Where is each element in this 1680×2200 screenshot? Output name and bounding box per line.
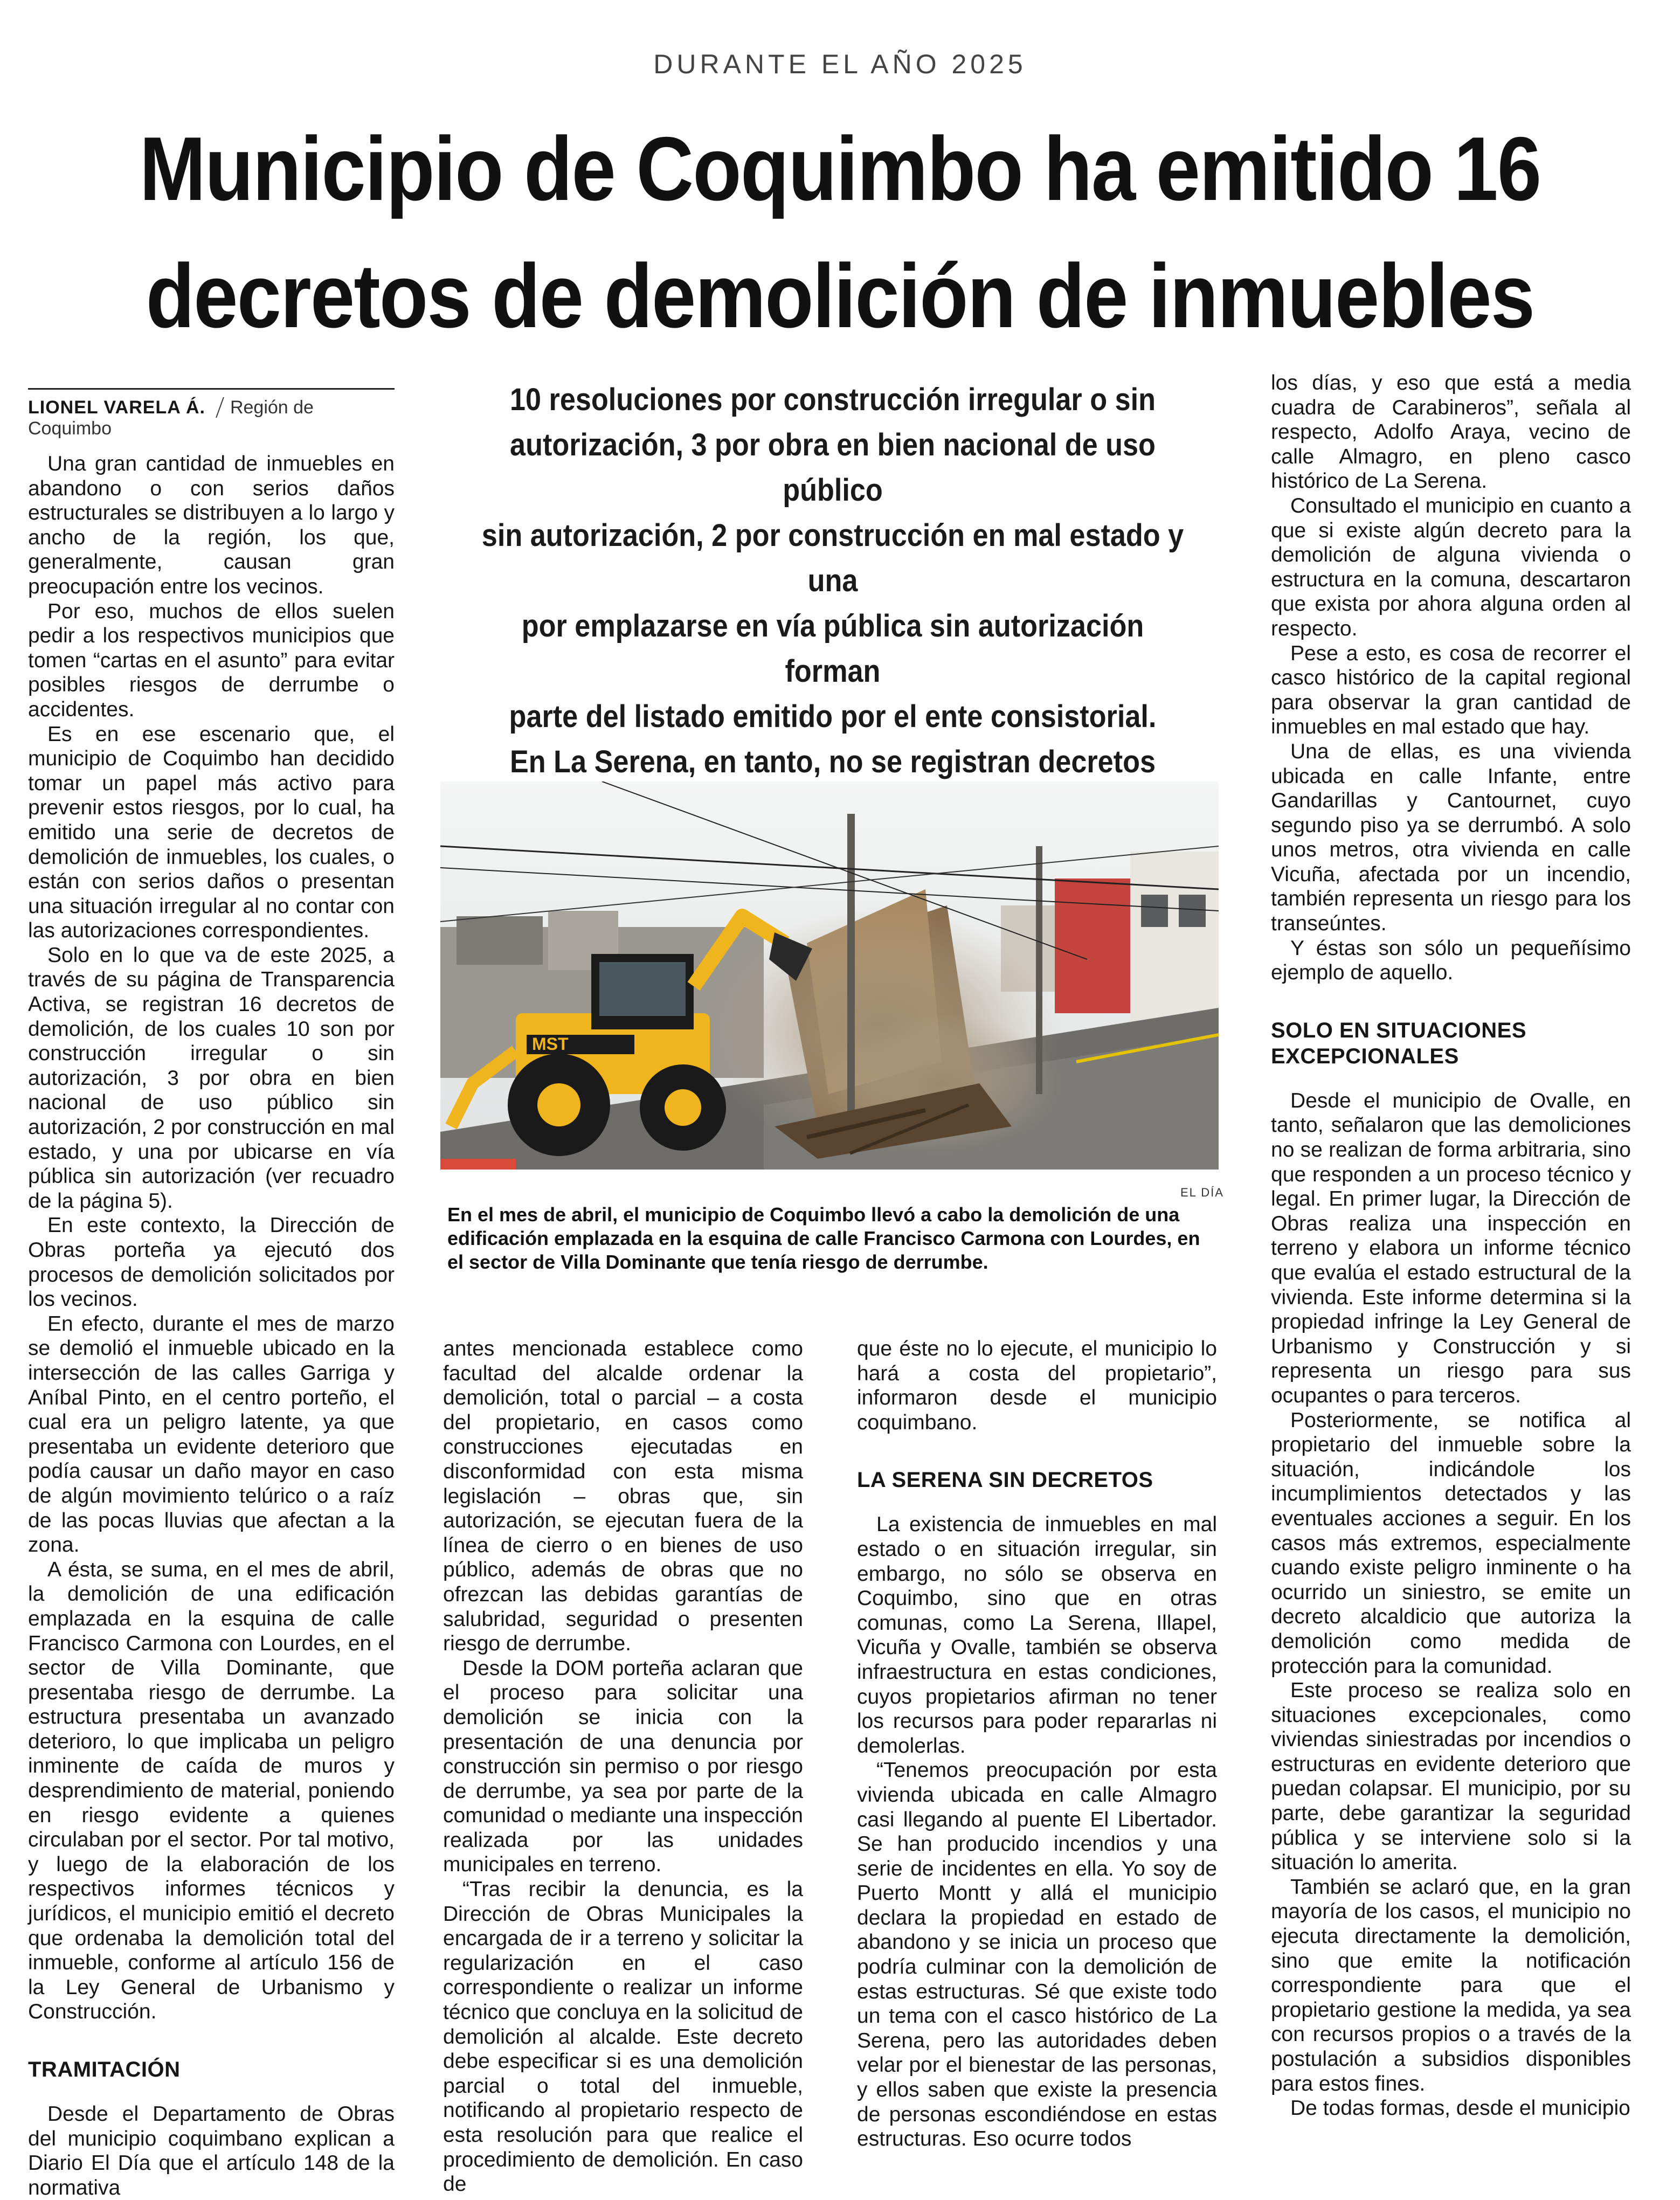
headline-line-1: Municipio de Coquimbo ha emitido 16 [139, 118, 1541, 219]
headline [139, 105, 1541, 359]
deck-line: parte del listado emitido por el ente consistorial. [509, 699, 1157, 734]
column-3 [443, 1337, 803, 2197]
photo-credit: EL DÍA [1180, 1186, 1224, 1199]
paragraph: De todas formas, desde el municipio [1290, 2097, 1630, 2120]
demolition-photo-illustration [440, 781, 1219, 1170]
subheading-excepcionales [1271, 1018, 1631, 1069]
paragraph: Es en ese escenario que, el municipio de Coquimbo han decidido tomar un papel más activo para prevenir estos riesgos, por lo cual, ha emitido una serie de decretos de demolición de inmuebles, los cuales, o están con serios daños o presentan una situación irregular al no contar con las autorizaciones correspondientes. [28, 722, 395, 943]
byline-separator [216, 397, 224, 418]
paragraph: “Tras recibir la denuncia, es la Dirección de Obras Municipales la encargada de ir a terreno y solicitar la regularización en el caso correspondiente o realizar un informe técnico que concluya en la solicitud de demolición al alcalde. Este decreto debe especificar si es una demolición parcial o total del inmueble, notificando al propietario respecto de esta resolución para que realice el procedimiento de demolición. En caso de [443, 1878, 803, 2196]
byline-region: Región de Coquimbo [28, 397, 314, 439]
paragraph: los días, y eso que está a media cuadra de Carabineros”, señala al respecto, Adolfo Araya, vecino de calle Almagro, en pleno casco histórico de La Serena. [1271, 371, 1631, 493]
deck-line: En La Serena, en tanto, no se registran decretos [509, 744, 1156, 779]
paragraph: antes mencionada establece como facultad del alcalde ordenar la demolición, total o parcial – a costa del propietario, en casos como construcciones ejecutadas en disconformidad con esta misma legislación – obras que, sin autorización, se ejecutan fuera de la línea de cierro o en bienes de uso público, además de obras que no ofrezcan las debidas garantías de salubridad, seguridad o presenten riesgo de derrumbe. [443, 1337, 803, 1656]
column-4 [857, 1337, 1217, 2151]
paragraph: La existencia de inmuebles en mal estado o en situación irregular, sin embargo, no sólo se observa en Coquimbo, sino que en otras comunas, como La Serena, Illapel, Vicuña y Ovalle, también se observa infraestructura en estas condiciones, cuyos propietarios afirman no tener los recursos para poder repararlas ni demolerlas. [857, 1513, 1217, 1758]
paragraph: A ésta, se suma, en el mes de abril, la demolición de una edificación emplazada en la esquina de calle Francisco Carmona con Lourdes, en el sector de Villa Dominante, que presentaba riesgo de derrumbe. La estructura presentaba un avanzado deterioro, lo que implicaba un peligro inminente de caída de muros y desprendimiento de material, poniendo en riesgo evidente a quienes circulaban por el sector. Por tal motivo, y luego de la elaboración de los respectivos informes técnicos y jurídicos, el municipio emitió el decreto que ordenaba la demolición total del inmueble, conforme al artículo 156 de la Ley General de Urbanismo y Construcción. [28, 1558, 395, 2024]
demolition-photo [440, 781, 1219, 1170]
subheading-line: EXCEPCIONALES [1271, 1044, 1459, 1068]
photo-caption: En el mes de abril, el municipio de Coquimbo llevó a cabo la demolición de una edificación emplazada en la esquina de calle Francisco Carmona con Lourdes, en el sector de Villa Dominante que tenía riesgo de derrumbe. [447, 1203, 1200, 1273]
deck-line: autorización, 3 por obra en bien nacional de uso público [510, 427, 1156, 508]
paragraph: Solo en lo que va de este 2025, a través de su página de Transparencia Activa, se registran 16 decretos de demolición, de los cuales 10 son por construcción irregular o sin autorización, 3 por obra en bien nacional de uso público sin autorización, 2 por construcción en mal estado, y una por ubicarse en vía pública sin autorización (ver recuadro de la página 5). [28, 943, 395, 1213]
subheading-la-serena: LA SERENA SIN DECRETOS [857, 1468, 1153, 1492]
deck-line: 10 resoluciones por construcción irregular o sin [509, 382, 1156, 417]
paragraph: Pese a esto, es cosa de recorrer el casco histórico de la capital regional para observar la gran cantidad de inmuebles en mal estado que hay. [1271, 641, 1631, 739]
paragraph: “Tenemos preocupación por esta vivienda ubicada en calle Almagro casi llegando al puente El Libertador. Se han producido incendios y una serie de incidentes en ella. Yo soy de Puerto Montt y allá el municipio declara la propiedad en estado de abandono y se inicia un proceso que podría culminar con la demolición de estas estructuras. Sé que existe todo un tema con el casco histórico de La Serena, pero las autoridades deben velar por el bienestar de las personas, y ellos saben que existe la presencia de personas escondiéndose en estas estructuras. Eso ocurre todos [857, 1759, 1217, 2151]
deck-line: por emplazarse en vía pública sin autorización forman [521, 608, 1144, 689]
paragraph: Posteriormente, se notifica al propietario del inmueble sobre la situación, indicándole los incumplimientos detectados y las eventuales acciones a seguir. En los casos más extremos, especialmente cuando existe peligro inminente o ha ocurrido un siniestro, se emite un decreto alcaldicio que autoriza la demolición como medida de protección para la comunidad. [1271, 1408, 1631, 1678]
machine-label: MST [532, 1034, 569, 1054]
column-5 [1271, 371, 1631, 2121]
paragraph: Desde el municipio de Ovalle, en tanto, señalaron que las demoliciones no se realizan de forma arbitraria, sino que responden a un proceso técnico y legal. En primer lugar, la Dirección de Obras realiza una inspección en terreno y elabora un informe técnico que evalúa el estado estructural de la vivienda. Este informe determina si la propiedad infringe la Ley General de Urbanismo y Construcción y si representa un riesgo para sus ocupantes o para terceros. [1271, 1089, 1631, 1407]
column-1 [28, 452, 395, 2200]
deck-line: sin autorización, 2 por construcción en mal estado y una [481, 518, 1184, 598]
kicker: DURANTE EL AÑO 2025 [653, 49, 1027, 79]
paragraph: Una gran cantidad de inmuebles en abandono o con serios daños estructurales se distribuyen a lo largo y ancho de la región, los que, generalmente, causan gran preocupación entre los vecinos. [28, 452, 395, 598]
paragraph: Desde la DOM porteña aclaran que el proceso para solicitar una demolición se inicia con la presentación de una denuncia por construcción sin permiso o por riesgo de derrumbe, ya sea por parte de la comunidad o mediante una inspección realizada por las unidades municipales en terreno. [443, 1656, 803, 1877]
subheading-tramitacion: TRAMITACIÓN [28, 2058, 181, 2081]
subheading-line: SOLO EN SITUACIONES [1271, 1018, 1526, 1042]
paragraph: Por eso, muchos de ellos suelen pedir a los respectivos municipios que tomen “cartas en el asunto” para evitar posibles riesgos de derrumbe o accidentes. [28, 599, 395, 721]
paragraph: También se aclaró que, en la gran mayoría de los casos, el municipio no ejecuta directamente la demolición, sino que emite la notificación correspondiente para que el propietario gestione la medida, ya sea con recursos propios o a través de la postulación a subsidios disponibles para estos fines. [1271, 1875, 1631, 2095]
paragraph: Consultado el municipio en cuanto a que si existe algún decreto para la demolición de alguna vivienda o estructura en la comuna, descartaron que exista por ahora alguna orden al respecto. [1271, 494, 1631, 640]
paragraph: Una de ellas, es una vivienda ubicada en calle Infante, entre Gandarillas y Cantournet, cuyo segundo piso ya se derrumbó. A solo unos metros, otra vivienda en calle Vicuña, afectada por un incendio, también representa un riesgo para los transeúntes. [1271, 739, 1631, 936]
paragraph: Este proceso se realiza solo en situaciones excepcionales, como viviendas siniestradas por incendios o estructuras en evidente deterioro que puedan colapsar. El municipio, por su parte, debe garantizar la seguridad pública y se interviene solo si la situación lo amerita. [1271, 1679, 1631, 1874]
paragraph: Desde el Departamento de Obras del municipio coquimbano explican a Diario El Día que el artículo 148 de la normativa [28, 2102, 395, 2199]
paragraph: En efecto, durante el mes de marzo se demolió el inmueble ubicado en la intersección de las calles Garriga y Aníbal Pinto, en el centro porteño, el cual era un peligro latente, ya que presentaba un evidente deterioro que podía causar un daño mayor en caso de algún movimiento telúrico o a raíz de las pocas lluvias que afectan a la zona. [28, 1312, 395, 1557]
paragraph: En este contexto, la Dirección de Obras porteña ya ejecutó dos procesos de demolición solicitados por los vecinos. [28, 1214, 395, 1311]
paragraph: Y éstas son sólo un pequeñísimo ejemplo de aquello. [1271, 936, 1631, 985]
headline-line-2: decretos de demolición de inmuebles [146, 245, 1534, 347]
paragraph: que éste no lo ejecute, el municipio lo hará a costa del propietario”, informaron desde el municipio coquimbano. [857, 1337, 1217, 1434]
byline [28, 388, 395, 439]
byline-author: LIONEL VARELA Á. [28, 397, 205, 418]
